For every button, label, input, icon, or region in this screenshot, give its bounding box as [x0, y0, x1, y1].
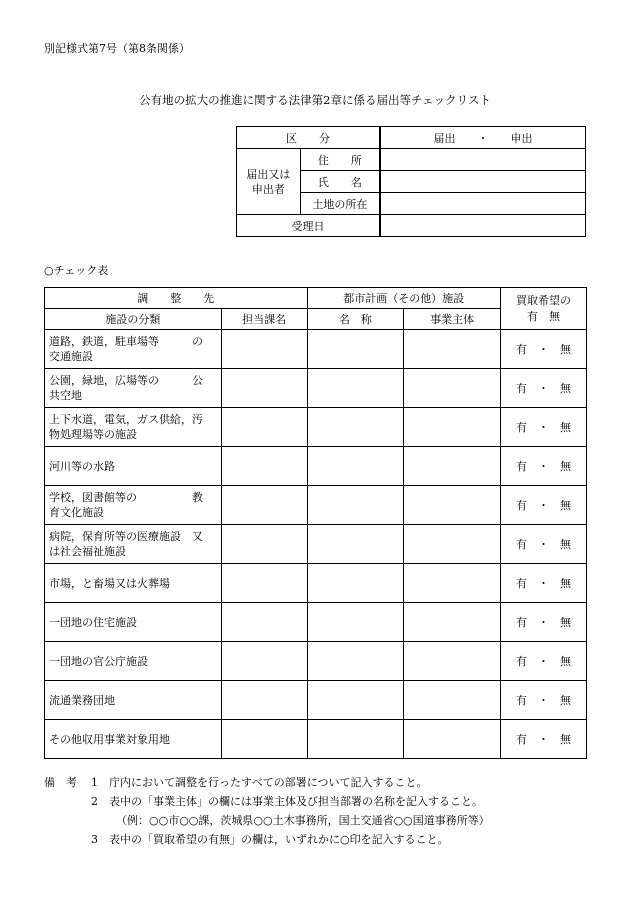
land-location-label: 土地の所在: [300, 193, 380, 215]
note-text: 表中の「買取希望の有無」の欄は，いずれかに○印を記入すること。: [109, 833, 449, 846]
facility-name-cell[interactable]: [307, 681, 404, 720]
purchase-choice-cell[interactable]: 有 ・ 無: [501, 486, 587, 525]
facility-category-cell: 道路，鉄道，駐車場等 の 交通施設: [45, 330, 222, 369]
address-label: 住 所: [300, 149, 380, 171]
category-value: 届出 ・ 申出: [380, 127, 585, 149]
purchase-choice-cell[interactable]: 有 ・ 無: [501, 330, 587, 369]
name-label: 氏 名: [300, 171, 380, 193]
notes-label: 備 考: [44, 776, 77, 789]
category-label: 区 分: [237, 127, 381, 149]
document-title: 公有地の拡大の推進に関する法律第2章に係る届出等チェックリスト: [139, 93, 491, 107]
purchase-choice-cell[interactable]: 有 ・ 無: [501, 564, 587, 603]
operator-cell[interactable]: [404, 369, 501, 408]
facility-category-cell: 一団地の住宅施設: [45, 603, 222, 642]
dept-name-cell[interactable]: [221, 330, 307, 369]
dept-name-cell[interactable]: [221, 564, 307, 603]
note-text: 表中の「事業主体」の欄には事業主体及び担当部署の名称を記入すること。: [109, 795, 483, 808]
dept-name-cell[interactable]: [221, 603, 307, 642]
facility-category-cell: 一団地の官公庁施設: [45, 642, 222, 681]
operator-cell[interactable]: [404, 408, 501, 447]
facility-name-cell[interactable]: [307, 642, 404, 681]
table-row: [45, 564, 587, 603]
table-row: [45, 525, 587, 564]
facility-category-cell: 流通業務団地: [45, 681, 222, 720]
address-field[interactable]: [380, 149, 585, 171]
dept-name-cell[interactable]: [221, 447, 307, 486]
facility-category-cell: 公園，緑地，広場等の 公 共空地: [45, 369, 222, 408]
facility-name-cell[interactable]: [307, 408, 404, 447]
dept-name-cell[interactable]: [221, 681, 307, 720]
operator-cell[interactable]: [404, 525, 501, 564]
purchase-choice-cell[interactable]: 有 ・ 無: [501, 720, 587, 759]
purchase-choice-cell[interactable]: 有 ・ 無: [501, 369, 587, 408]
operator-cell[interactable]: [404, 720, 501, 759]
name-header: 名 称: [307, 309, 404, 330]
note-example: （例：○○市○○課，茨城県○○土木事務所，国土交通省○○国道事務所等）: [116, 814, 490, 827]
table-row: [45, 369, 587, 408]
purchase-choice-cell[interactable]: 有 ・ 無: [501, 525, 587, 564]
dept-name-cell[interactable]: [221, 525, 307, 564]
facility-type-header: 施設の分類: [45, 309, 222, 330]
table-row: [45, 486, 587, 525]
facility-name-cell[interactable]: [307, 720, 404, 759]
facility-name-cell[interactable]: [307, 603, 404, 642]
table-row: [45, 603, 587, 642]
note-number: 1: [91, 776, 98, 789]
operator-cell[interactable]: [404, 447, 501, 486]
facility-category-cell: 上下水道，電気，ガス供給，汚 物処理場等の施設: [45, 408, 222, 447]
purchase-choice-cell[interactable]: 有 ・ 無: [501, 447, 587, 486]
purchase-header: 買取希望の 有 無: [501, 288, 587, 330]
facility-name-cell[interactable]: [307, 330, 404, 369]
name-field[interactable]: [380, 171, 585, 193]
facility-category-cell: 病院，保育所等の医療施設 又 は社会福祉施設: [45, 525, 222, 564]
facility-name-cell[interactable]: [307, 564, 404, 603]
facility-category-cell: 学校，図書館等の 教 育文化施設: [45, 486, 222, 525]
check-table: [44, 287, 587, 759]
dept-name-cell[interactable]: [221, 642, 307, 681]
table-row: [45, 330, 587, 369]
dept-header: 担当課名: [221, 309, 307, 330]
received-date-field[interactable]: [380, 215, 585, 237]
operator-header: 事業主体: [404, 309, 501, 330]
operator-cell[interactable]: [404, 642, 501, 681]
facility-category-cell: 市場，と畜場又は火葬場: [45, 564, 222, 603]
operator-cell[interactable]: [404, 330, 501, 369]
note-text: 庁内において調整を行ったすべての部署について記入すること。: [109, 776, 428, 789]
dept-name-cell[interactable]: [221, 486, 307, 525]
table-row: [45, 681, 587, 720]
operator-cell[interactable]: [404, 681, 501, 720]
operator-cell[interactable]: [404, 603, 501, 642]
coordination-header: 調 整 先: [45, 288, 308, 309]
plan-facility-header: 都市計画（その他）施設: [307, 288, 501, 309]
facility-name-cell[interactable]: [307, 486, 404, 525]
check-table-heading: ○チェック表: [44, 264, 109, 277]
facility-name-cell[interactable]: [307, 525, 404, 564]
land-location-field[interactable]: [380, 193, 585, 215]
facility-name-cell[interactable]: [307, 447, 404, 486]
note-number: 2: [91, 795, 98, 808]
facility-name-cell[interactable]: [307, 369, 404, 408]
purchase-choice-cell[interactable]: 有 ・ 無: [501, 603, 587, 642]
received-date-label: 受理日: [237, 215, 381, 237]
table-row: [45, 642, 587, 681]
facility-category-cell: 河川等の水路: [45, 447, 222, 486]
note-number: 3: [91, 833, 98, 846]
applicant-label: 届出又は 申出者: [237, 149, 301, 215]
table-row: [45, 408, 587, 447]
purchase-choice-cell[interactable]: 有 ・ 無: [501, 681, 587, 720]
purchase-choice-cell[interactable]: 有 ・ 無: [501, 642, 587, 681]
form-number-label: 別記様式第7号（第8条関係）: [44, 42, 190, 55]
purchase-choice-cell[interactable]: 有 ・ 無: [501, 408, 587, 447]
table-row: [45, 720, 587, 759]
table-row: [45, 447, 587, 486]
dept-name-cell[interactable]: [221, 369, 307, 408]
operator-cell[interactable]: [404, 486, 501, 525]
dept-name-cell[interactable]: [221, 408, 307, 447]
operator-cell[interactable]: [404, 564, 501, 603]
facility-category-cell: その他収用事業対象用地: [45, 720, 222, 759]
dept-name-cell[interactable]: [221, 720, 307, 759]
filing-info-table: [236, 126, 586, 237]
